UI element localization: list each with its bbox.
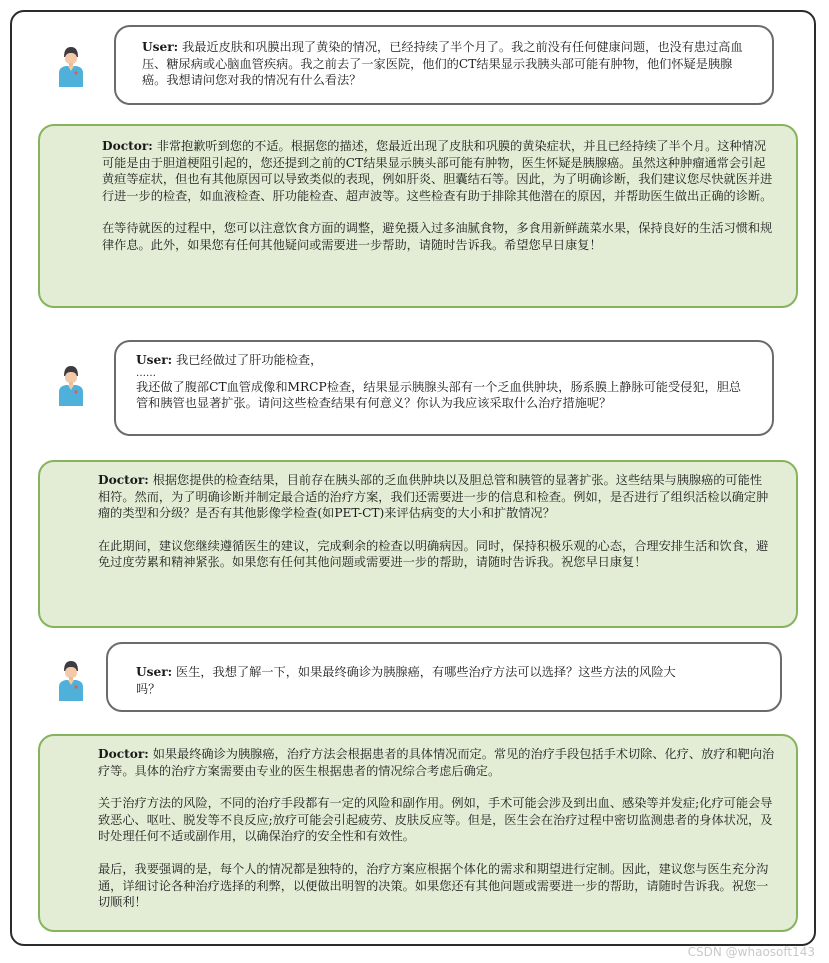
- message-text: 如果最终确诊为胰腺癌，治疗方法会根据患者的具体情况而定。常见的治疗手段包括手术切除、化疗、放疗和靶向治疗等。具体的治疗方案需要由专业的医生根据患者的情况综合考虑后确定。: [98, 747, 775, 778]
- speaker-label: User:: [136, 353, 173, 367]
- message-text: 在此期间，建议您继续遵循医生的建议，完成剩余的检查以明确病因。同时，保持积极乐观的心态，合理安排生活和饮食，避免过度劳累和精神紧张。如果您有任何其他问题或需要进一步的帮助，请随时告诉我。祝您早日康复！: [98, 538, 769, 570]
- message-text: 我最近皮肤和巩膜出现了黄染的情况，已经持续了半个月了。我之前没有任何健康问题，也没有患过高血压、糖尿病或心脑血管疾病。我之前去了一家医院，他们的CT结果显示我胰头部可能有肿物，他们怀疑是胰腺癌。我想请问您对我的情况有什么看法？: [142, 40, 743, 88]
- watermark: CSDN @whaosoft143: [687, 945, 815, 959]
- user-message-1: [114, 25, 774, 105]
- message-text: 非常抱歉听到您的不适。根据您的描述，您最近出现了皮肤和巩膜的黄染症状，并且已经持续了半个月。这种情况可能是由于胆道梗阻引起的，您还提到之前的CT结果显示胰头部可能有肿物，医生怀疑是胰腺癌。虽然这种肿瘤通常会引起黄疸等症状，但也有其他原因可以导致类似的表现，例如肝炎、胆囊结石等。因此，为了明确诊断，我们建议您尽快就医并进行进一步的检查，如血液检查、肝功能检查、超声波等。这些检查有助于排除其他潜在的原因，并帮助医生做出正确的诊断。: [102, 139, 773, 203]
- user-message-2: [114, 340, 774, 436]
- doctor-message-2: [38, 460, 798, 628]
- message-text: 医生，我想了解一下，如果最终确诊为胰腺癌，有哪些治疗方法可以选择？这些方法的风险大吗？: [136, 665, 676, 696]
- patient-avatar-icon: [56, 657, 86, 701]
- user-message-3: [106, 642, 782, 712]
- doctor-message-3: [38, 734, 798, 932]
- speaker-label: User:: [136, 665, 173, 679]
- message-text: 关于治疗方法的风险，不同的治疗手段都有一定的风险和副作用。例如，手术可能会涉及到出血、感染等并发症;化疗可能会导致恶心、呕吐、脱发等不良反应;放疗可能会引起疲劳、皮肤反应等。但是，医生会在治疗过程中密切监测患者的身体状况，及时处理任何不适或副作用，以确保治疗的安全性和有效性。: [98, 796, 773, 844]
- message-text: 根据您提供的检查结果，目前存在胰头部的乏血供肿块以及胆总管和胰管的显著扩张。这些结果与胰腺癌的可能性相符。然而，为了明确诊断并制定最合适的治疗方案，我们还需要进一步的信息和检查。例如，是否进行了组织活检以确定肿瘤的类型和分级？是否有其他影像学检查(如PET-CT)来评估病变的大小和扩散情况？: [98, 473, 769, 521]
- speaker-label: Doctor:: [98, 747, 149, 761]
- speaker-label: User:: [142, 40, 179, 54]
- patient-avatar-icon: [56, 43, 86, 87]
- doctor-message-1: [38, 124, 798, 308]
- omission-ellipsis: ……: [136, 367, 156, 379]
- message-text: 我已经做过了肝功能检查，: [176, 353, 323, 367]
- speaker-label: Doctor:: [102, 139, 153, 153]
- patient-avatar-icon: [56, 362, 86, 406]
- speaker-label: Doctor:: [98, 473, 149, 487]
- message-text: 在等待就医的过程中，您可以注意饮食方面的调整，避免摄入过多油腻食物，多食用新鲜蔬菜水果，保持良好的生活习惯和规律作息。此外，如果您有任何其他疑问或需要进一步帮助，请随时告诉我。希望您早日康复！: [102, 221, 773, 252]
- message-text: 最后，我要强调的是，每个人的情况都是独特的，治疗方案应根据个体化的需求和期望进行定制。因此，建议您与医生充分沟通，详细讨论各种治疗选择的利弊，以便做出明智的决策。如果您还有其他问题或需要进一步的帮助，请随时告诉我。祝您一切顺利！: [98, 861, 769, 910]
- message-text: 我还做了腹部CT血管成像和MRCP检查，结果显示胰腺头部有一个乏血供肿块，肠系膜上静脉可能受侵犯，胆总管和胰管也显著扩张。请问这些检查结果有何意义？你认为我应该采取什么治疗措施呢？: [136, 379, 742, 411]
